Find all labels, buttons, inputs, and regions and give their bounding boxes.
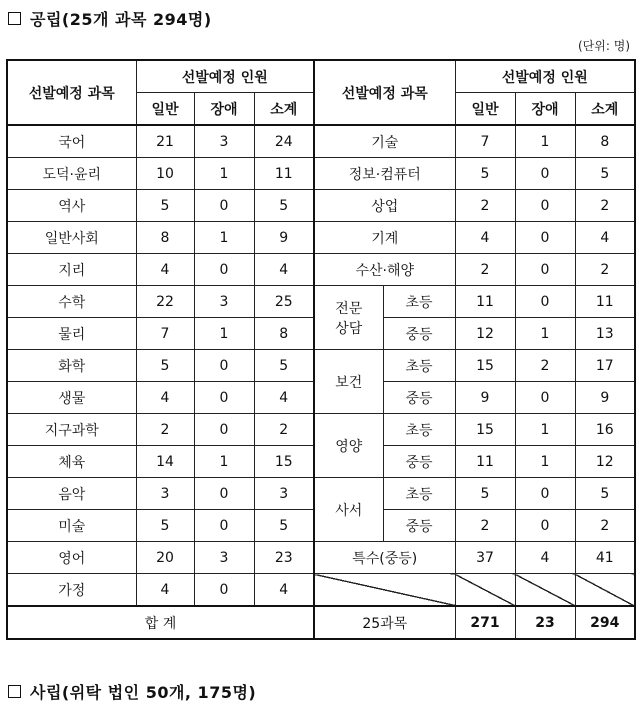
right-general-cell: 5 — [455, 158, 515, 190]
left-general-cell: 5 — [136, 190, 194, 222]
empty-diagonal-cell — [455, 574, 515, 607]
right-subject-cell: 정보·컴퓨터 — [314, 158, 455, 190]
right-general-cell: 4 — [455, 222, 515, 254]
header-disabled-right: 장애 — [515, 93, 575, 126]
right-subtotal-cell: 12 — [575, 446, 635, 478]
table-row — [7, 158, 635, 190]
right-level-cell: 중등 — [383, 446, 455, 478]
left-subtotal-cell: 24 — [254, 125, 314, 158]
table-row — [7, 478, 635, 510]
right-level-cell: 초등 — [383, 350, 455, 382]
left-subtotal-cell: 5 — [254, 190, 314, 222]
left-disabled-cell: 0 — [194, 190, 254, 222]
left-subtotal-cell: 9 — [254, 222, 314, 254]
header-subtotal-left: 소계 — [254, 93, 314, 126]
right-general-cell: 7 — [455, 125, 515, 158]
left-subject-cell: 화학 — [7, 350, 136, 382]
left-subject-cell: 지리 — [7, 254, 136, 286]
left-subtotal-cell: 4 — [254, 382, 314, 414]
total-subtotal-cell: 294 — [575, 606, 635, 639]
right-disabled-cell: 0 — [515, 478, 575, 510]
right-level-cell: 중등 — [383, 510, 455, 542]
left-general-cell: 4 — [136, 254, 194, 286]
left-disabled-cell: 0 — [194, 350, 254, 382]
table-row — [7, 190, 635, 222]
recruitment-table — [6, 59, 636, 640]
empty-diagonal-cell — [314, 574, 455, 607]
left-general-cell: 14 — [136, 446, 194, 478]
left-general-cell: 5 — [136, 510, 194, 542]
left-subtotal-cell: 15 — [254, 446, 314, 478]
left-subject-cell: 물리 — [7, 318, 136, 350]
unit-label: (단위: 명) — [578, 39, 630, 53]
left-subject-cell: 도덕·윤리 — [7, 158, 136, 190]
right-general-cell: 11 — [455, 446, 515, 478]
right-group-cell: 영양 — [314, 414, 383, 478]
left-disabled-cell: 3 — [194, 125, 254, 158]
right-subtotal-cell: 4 — [575, 222, 635, 254]
left-subtotal-cell: 11 — [254, 158, 314, 190]
right-general-cell: 2 — [455, 190, 515, 222]
section-heading-public-text: 공립(25개 과목 294명) — [30, 10, 212, 29]
right-disabled-cell: 1 — [515, 414, 575, 446]
right-level-cell: 초등 — [383, 414, 455, 446]
empty-diagonal-cell — [575, 574, 635, 607]
left-subject-cell: 수학 — [7, 286, 136, 318]
right-disabled-cell: 1 — [515, 318, 575, 350]
left-disabled-cell: 3 — [194, 542, 254, 574]
table-body — [7, 60, 635, 639]
total-disabled-cell: 23 — [515, 606, 575, 639]
left-disabled-cell: 0 — [194, 414, 254, 446]
right-group-cell: 보건 — [314, 350, 383, 414]
right-subject-cell: 기술 — [314, 125, 455, 158]
right-subtotal-cell: 9 — [575, 382, 635, 414]
left-general-cell: 20 — [136, 542, 194, 574]
left-subject-cell: 지구과학 — [7, 414, 136, 446]
right-general-cell: 37 — [455, 542, 515, 574]
right-general-cell: 11 — [455, 286, 515, 318]
right-subject-cell: 특수(중등) — [314, 542, 455, 574]
left-subject-cell: 체육 — [7, 446, 136, 478]
right-general-cell: 5 — [455, 478, 515, 510]
right-disabled-cell: 0 — [515, 158, 575, 190]
right-level-cell: 중등 — [383, 318, 455, 350]
table-row — [7, 125, 635, 158]
left-general-cell: 4 — [136, 382, 194, 414]
left-subtotal-cell: 3 — [254, 478, 314, 510]
right-general-cell: 12 — [455, 318, 515, 350]
header-subject-right: 선발예정 과목 — [314, 60, 455, 125]
left-subtotal-cell: 2 — [254, 414, 314, 446]
header-general-right: 일반 — [455, 93, 515, 126]
left-general-cell: 3 — [136, 478, 194, 510]
left-subtotal-cell: 23 — [254, 542, 314, 574]
right-subtotal-cell: 13 — [575, 318, 635, 350]
left-subject-cell: 국어 — [7, 125, 136, 158]
table-row — [7, 350, 635, 382]
left-disabled-cell: 0 — [194, 478, 254, 510]
left-general-cell: 21 — [136, 125, 194, 158]
table-row — [7, 542, 635, 574]
checkbox-square-icon — [8, 12, 21, 25]
left-subject-cell: 음악 — [7, 478, 136, 510]
left-subtotal-cell: 5 — [254, 350, 314, 382]
right-subtotal-cell: 16 — [575, 414, 635, 446]
left-general-cell: 8 — [136, 222, 194, 254]
right-subtotal-cell: 11 — [575, 286, 635, 318]
right-level-cell: 초등 — [383, 286, 455, 318]
right-subtotal-cell: 41 — [575, 542, 635, 574]
right-level-cell: 초등 — [383, 478, 455, 510]
right-general-cell: 2 — [455, 254, 515, 286]
left-general-cell: 4 — [136, 574, 194, 607]
left-subject-cell: 일반사회 — [7, 222, 136, 254]
left-subject-cell: 생물 — [7, 382, 136, 414]
left-disabled-cell: 3 — [194, 286, 254, 318]
right-disabled-cell: 4 — [515, 542, 575, 574]
left-subject-cell: 미술 — [7, 510, 136, 542]
right-subject-cell: 수산·해양 — [314, 254, 455, 286]
right-subtotal-cell: 5 — [575, 158, 635, 190]
left-disabled-cell: 1 — [194, 446, 254, 478]
left-disabled-cell: 1 — [194, 222, 254, 254]
right-subtotal-cell: 8 — [575, 125, 635, 158]
right-subtotal-cell: 17 — [575, 350, 635, 382]
left-subject-cell: 역사 — [7, 190, 136, 222]
left-disabled-cell: 0 — [194, 382, 254, 414]
right-disabled-cell: 0 — [515, 222, 575, 254]
right-disabled-cell: 1 — [515, 125, 575, 158]
header-subject-left: 선발예정 과목 — [7, 60, 136, 125]
left-subject-cell: 가정 — [7, 574, 136, 607]
right-disabled-cell: 0 — [515, 382, 575, 414]
left-subtotal-cell: 4 — [254, 574, 314, 607]
right-subject-cell: 상업 — [314, 190, 455, 222]
right-disabled-cell: 0 — [515, 510, 575, 542]
left-disabled-cell: 1 — [194, 318, 254, 350]
left-subject-cell: 영어 — [7, 542, 136, 574]
right-disabled-cell: 0 — [515, 286, 575, 318]
table-row — [7, 414, 635, 446]
right-subtotal-cell: 5 — [575, 478, 635, 510]
total-row — [7, 606, 635, 639]
header-disabled-left: 장애 — [194, 93, 254, 126]
table-row — [7, 222, 635, 254]
section-heading-public — [8, 7, 212, 30]
checkbox-square-icon — [8, 685, 21, 698]
header-planned-left: 선발예정 인원 — [136, 60, 314, 93]
right-subject-cell: 기계 — [314, 222, 455, 254]
right-level-cell: 중등 — [383, 382, 455, 414]
right-group-cell: 사서 — [314, 478, 383, 542]
table-row — [7, 286, 635, 318]
left-subtotal-cell: 4 — [254, 254, 314, 286]
left-general-cell: 2 — [136, 414, 194, 446]
table-row — [7, 254, 635, 286]
left-general-cell: 22 — [136, 286, 194, 318]
right-subtotal-cell: 2 — [575, 510, 635, 542]
right-disabled-cell: 0 — [515, 254, 575, 286]
right-general-cell: 15 — [455, 414, 515, 446]
right-group-cell: 전문 상담 — [314, 286, 383, 350]
right-subtotal-cell: 2 — [575, 254, 635, 286]
left-disabled-cell: 0 — [194, 254, 254, 286]
right-general-cell: 9 — [455, 382, 515, 414]
right-disabled-cell: 1 — [515, 446, 575, 478]
right-disabled-cell: 0 — [515, 190, 575, 222]
right-disabled-cell: 2 — [515, 350, 575, 382]
left-disabled-cell: 0 — [194, 574, 254, 607]
total-general-cell: 271 — [455, 606, 515, 639]
left-disabled-cell: 1 — [194, 158, 254, 190]
header-planned-right: 선발예정 인원 — [455, 60, 635, 93]
table-row — [7, 574, 635, 607]
right-subtotal-cell: 2 — [575, 190, 635, 222]
total-subjects-cell: 25과목 — [314, 606, 455, 639]
left-subtotal-cell: 25 — [254, 286, 314, 318]
right-general-cell: 2 — [455, 510, 515, 542]
left-general-cell: 10 — [136, 158, 194, 190]
section-heading-private-text: 사립(위탁 법인 50개, 175명) — [30, 683, 257, 702]
total-label-cell: 합 계 — [7, 606, 314, 639]
section-heading-private — [8, 680, 256, 703]
left-subtotal-cell: 5 — [254, 510, 314, 542]
left-subtotal-cell: 8 — [254, 318, 314, 350]
left-general-cell: 5 — [136, 350, 194, 382]
left-disabled-cell: 0 — [194, 510, 254, 542]
right-general-cell: 15 — [455, 350, 515, 382]
left-general-cell: 7 — [136, 318, 194, 350]
header-general-left: 일반 — [136, 93, 194, 126]
empty-diagonal-cell — [515, 574, 575, 607]
header-subtotal-right: 소계 — [575, 93, 635, 126]
